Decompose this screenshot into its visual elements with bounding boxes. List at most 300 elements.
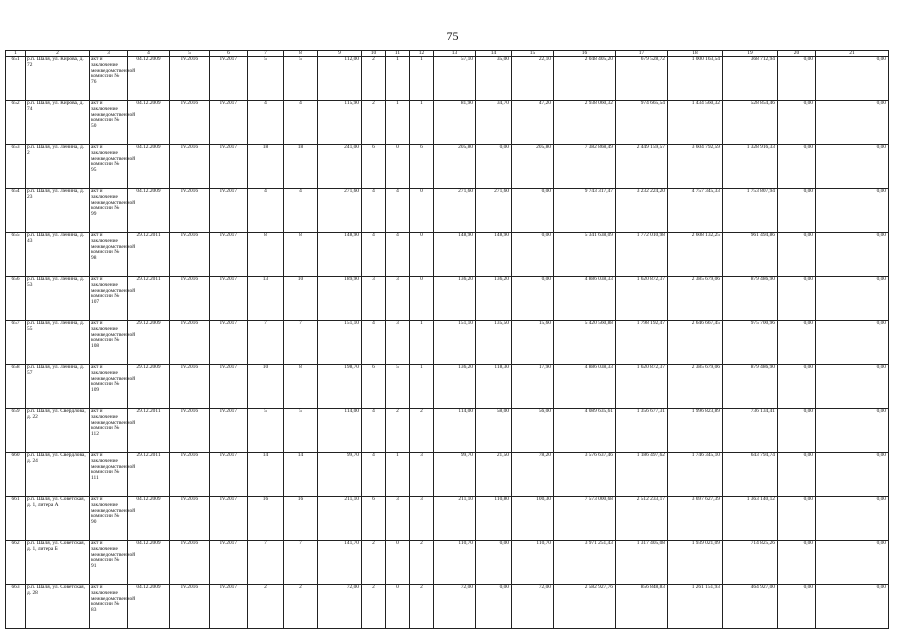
rooms-total-cell: 2 (362, 541, 386, 585)
column-number: 1 (6, 51, 26, 57)
column-number: 2 (26, 51, 90, 57)
relocation-area-private-cell: 136,20 (476, 277, 512, 321)
address-cell: р.п. Шаля, ул. Советская, д. 1, литера Б (26, 541, 90, 585)
cost-extra-cell: 0,00 (778, 189, 816, 233)
plan-start-cell: IV.2016 (170, 497, 210, 541)
row-number: 656 (6, 277, 26, 321)
document-date-cell: 04.12.2009 (128, 541, 170, 585)
plan-end-cell: IV.2017 (210, 541, 248, 585)
relocated-count-cell: 4 (284, 101, 318, 145)
cost-local-cell: 714 825,26 (723, 541, 778, 585)
cost-extra-cell: 0,00 (778, 321, 816, 365)
relocation-area-municipal-cell: 205,80 (512, 145, 554, 189)
cost-extra-cell: 0,00 (778, 101, 816, 145)
relocated-count-cell: 5 (284, 57, 318, 101)
cost-other-cell: 0,00 (816, 189, 889, 233)
column-number: 4 (128, 51, 170, 57)
cost-total-cell: 7 382 868,49 (554, 145, 616, 189)
cost-fund-cell: 1 798 192,47 (616, 321, 668, 365)
plan-end-cell: IV.2017 (210, 585, 248, 629)
rooms-total-cell: 6 (362, 365, 386, 409)
cost-fund-cell: 2 512 233,17 (616, 497, 668, 541)
rooms-private-cell: 0 (386, 541, 410, 585)
column-number: 16 (554, 51, 616, 57)
cost-local-cell: 1 328 916,33 (723, 145, 778, 189)
rooms-municipal-cell: 1 (410, 321, 434, 365)
relocation-area-private-cell: 271,60 (476, 189, 512, 233)
cost-regional-cell: 4 757 345,33 (668, 189, 723, 233)
column-number: 14 (476, 51, 512, 57)
cost-other-cell: 0,00 (816, 101, 889, 145)
residents-count-cell: 2 (248, 585, 284, 629)
rooms-municipal-cell: 6 (410, 145, 434, 189)
row-number: 662 (6, 541, 26, 585)
column-number: 15 (512, 51, 554, 57)
row-number: 653 (6, 145, 26, 189)
area-cell: 148,90 (318, 233, 362, 277)
relocation-area-municipal-cell: 56,00 (512, 409, 554, 453)
column-number: 21 (816, 51, 889, 57)
cost-other-cell: 0,00 (816, 541, 889, 585)
relocation-area-total-cell: 110,70 (434, 541, 476, 585)
cost-local-cell: 879 486,90 (723, 365, 778, 409)
relocated-count-cell: 4 (284, 189, 318, 233)
cost-local-cell: 528 854,46 (723, 101, 778, 145)
row-number: 652 (6, 101, 26, 145)
residents-count-cell: 7 (248, 321, 284, 365)
column-number: 18 (668, 51, 723, 57)
plan-start-cell: IV.2016 (170, 101, 210, 145)
table-row (6, 189, 889, 233)
rooms-private-cell: 4 (386, 189, 410, 233)
cost-local-cell: 368 712,94 (723, 57, 778, 101)
column-number: 20 (778, 51, 816, 57)
plan-end-cell: IV.2017 (210, 497, 248, 541)
cost-fund-cell: 1 772 010,98 (616, 233, 668, 277)
relocation-area-total-cell: 205,80 (434, 145, 476, 189)
cost-other-cell: 0,00 (816, 365, 889, 409)
cost-extra-cell: 0,00 (778, 57, 816, 101)
relocation-area-total-cell: 151,10 (434, 321, 476, 365)
rooms-municipal-cell: 0 (410, 189, 434, 233)
table-row (6, 321, 889, 365)
document-cell: акт и заключение межведомственной комиссии № 83 (90, 585, 128, 629)
cost-extra-cell: 0,00 (778, 585, 816, 629)
plan-start-cell: IV.2016 (170, 145, 210, 189)
area-cell: 112,00 (318, 57, 362, 101)
cost-local-cell: 736 134,41 (723, 409, 778, 453)
relocation-area-municipal-cell: 0,00 (512, 233, 554, 277)
plan-start-cell: IV.2016 (170, 585, 210, 629)
relocation-area-municipal-cell: 0,00 (512, 189, 554, 233)
cost-extra-cell: 0,00 (778, 453, 816, 497)
rooms-total-cell: 4 (362, 233, 386, 277)
cost-total-cell: 7 573 000,68 (554, 497, 616, 541)
residents-count-cell: 4 (248, 101, 284, 145)
cost-regional-cell: 1 939 021,09 (668, 541, 723, 585)
rooms-private-cell: 1 (386, 101, 410, 145)
table-row (6, 453, 889, 497)
address-cell: р.п. Шаля, ул. Ленина, д. 53 (26, 277, 90, 321)
row-number: 658 (6, 365, 26, 409)
relocation-area-municipal-cell: 47,20 (512, 101, 554, 145)
relocation-area-private-cell: 0,00 (476, 541, 512, 585)
relocated-count-cell: 8 (284, 233, 318, 277)
cost-fund-cell: 856 848,83 (616, 585, 668, 629)
rooms-total-cell: 4 (362, 321, 386, 365)
row-number: 660 (6, 453, 26, 497)
residents-count-cell: 8 (248, 233, 284, 277)
relocation-area-private-cell: 110,80 (476, 497, 512, 541)
column-number: 13 (434, 51, 476, 57)
cost-fund-cell: 2 449 159,57 (616, 145, 668, 189)
cost-regional-cell: 2 385 679,06 (668, 365, 723, 409)
document-cell: акт и заключение межведомственной комиссии № 108 (90, 321, 128, 365)
plan-end-cell: IV.2017 (210, 321, 248, 365)
relocation-area-total-cell: 136,20 (434, 365, 476, 409)
cost-fund-cell: 974 665,54 (616, 101, 668, 145)
relocated-count-cell: 14 (284, 453, 318, 497)
rooms-private-cell: 1 (386, 453, 410, 497)
cost-regional-cell: 2 608 132,25 (668, 233, 723, 277)
rooms-municipal-cell: 3 (410, 453, 434, 497)
relocation-area-total-cell: 211,10 (434, 497, 476, 541)
document-date-cell: 29.12.2011 (128, 409, 170, 453)
table-row (6, 57, 889, 101)
relocated-count-cell: 18 (284, 145, 318, 189)
document-date-cell: 04.12.2009 (128, 585, 170, 629)
residents-count-cell: 4 (248, 189, 284, 233)
relocation-area-total-cell: 81,90 (434, 101, 476, 145)
document-cell: акт и заключение межведомственной комиссии № 91 (90, 541, 128, 585)
cost-other-cell: 0,00 (816, 585, 889, 629)
row-number: 659 (6, 409, 26, 453)
document-cell: акт и заключение межведомственной комиссии № 95 (90, 145, 128, 189)
relocation-area-private-cell: 34,70 (476, 101, 512, 145)
relocation-area-total-cell: 57,10 (434, 57, 476, 101)
column-number: 6 (210, 51, 248, 57)
cost-total-cell: 3 576 637,46 (554, 453, 616, 497)
relocated-count-cell: 7 (284, 541, 318, 585)
cost-other-cell: 0,00 (816, 145, 889, 189)
residents-count-cell: 5 (248, 57, 284, 101)
rooms-total-cell: 4 (362, 409, 386, 453)
column-number: 17 (616, 51, 668, 57)
rooms-private-cell: 5 (386, 365, 410, 409)
rooms-municipal-cell: 2 (410, 585, 434, 629)
table-row (6, 145, 889, 189)
rooms-private-cell: 0 (386, 145, 410, 189)
rooms-private-cell: 3 (386, 277, 410, 321)
document-cell: акт и заключение межведомственной комиссии № 107 (90, 277, 128, 321)
relocation-area-total-cell: 148,90 (434, 233, 476, 277)
relocation-area-private-cell: 0,00 (476, 585, 512, 629)
document-date-cell: 04.12.2009 (128, 101, 170, 145)
cost-fund-cell: 1 186 497,62 (616, 453, 668, 497)
plan-end-cell: IV.2017 (210, 145, 248, 189)
plan-end-cell: IV.2017 (210, 57, 248, 101)
relocation-area-private-cell: 0,00 (476, 145, 512, 189)
relocation-area-private-cell: 35,00 (476, 57, 512, 101)
plan-end-cell: IV.2017 (210, 409, 248, 453)
address-cell: р.п. Шаля, ул. Советская, д. 28 (26, 585, 90, 629)
relocated-count-cell: 8 (284, 365, 318, 409)
residents-count-cell: 16 (248, 497, 284, 541)
document-date-cell: 29.12.2009 (128, 365, 170, 409)
address-cell: р.п. Шаля, ул. Свердлова, д. 22 (26, 409, 90, 453)
cost-other-cell: 0,00 (816, 409, 889, 453)
rooms-total-cell: 2 (362, 585, 386, 629)
plan-end-cell: IV.2017 (210, 365, 248, 409)
cost-local-cell: 975 700,96 (723, 321, 778, 365)
relocated-count-cell: 16 (284, 497, 318, 541)
area-cell: 189,90 (318, 277, 362, 321)
document-date-cell: 29.12.2011 (128, 277, 170, 321)
relocated-count-cell: 5 (284, 409, 318, 453)
area-cell: 151,10 (318, 321, 362, 365)
rooms-total-cell: 4 (362, 453, 386, 497)
document-date-cell: 04.12.2009 (128, 497, 170, 541)
column-number: 10 (362, 51, 386, 57)
rooms-municipal-cell: 1 (410, 101, 434, 145)
plan-end-cell: IV.2017 (210, 233, 248, 277)
cost-total-cell: 3 971 251,43 (554, 541, 616, 585)
cost-local-cell: 961 494,86 (723, 233, 778, 277)
area-cell: 115,90 (318, 101, 362, 145)
cost-extra-cell: 0,00 (778, 541, 816, 585)
document-date-cell: 29.12.2009 (128, 321, 170, 365)
area-cell: 241,00 (318, 145, 362, 189)
cost-extra-cell: 0,00 (778, 409, 816, 453)
row-number: 663 (6, 585, 26, 629)
rooms-municipal-cell: 2 (410, 409, 434, 453)
column-number: 12 (410, 51, 434, 57)
plan-start-cell: IV.2016 (170, 409, 210, 453)
document-date-cell: 29.12.2011 (128, 453, 170, 497)
plan-end-cell: IV.2017 (210, 101, 248, 145)
document-cell: акт и заключение межведомственной комиссии № 99 (90, 189, 128, 233)
row-number: 651 (6, 57, 26, 101)
column-number: 5 (170, 51, 210, 57)
area-cell: 114,00 (318, 409, 362, 453)
register-table (5, 50, 889, 629)
area-cell: 99,70 (318, 453, 362, 497)
relocation-area-private-cell: 148,90 (476, 233, 512, 277)
relocation-area-municipal-cell: 100,30 (512, 497, 554, 541)
cost-extra-cell: 0,00 (778, 233, 816, 277)
document-cell: акт и заключение межведомственной комиссии № 111 (90, 453, 128, 497)
cost-local-cell: 464 927,00 (723, 585, 778, 629)
residents-count-cell: 5 (248, 409, 284, 453)
rooms-total-cell: 6 (362, 497, 386, 541)
document-date-cell: 04.12.2009 (128, 57, 170, 101)
relocation-area-municipal-cell: 72,00 (512, 585, 554, 629)
relocation-area-municipal-cell: 110,70 (512, 541, 554, 585)
relocated-count-cell: 10 (284, 277, 318, 321)
residents-count-cell: 10 (248, 365, 284, 409)
rooms-private-cell: 1 (386, 57, 410, 101)
column-number: 3 (90, 51, 128, 57)
table-row (6, 277, 889, 321)
rooms-total-cell: 2 (362, 57, 386, 101)
rooms-total-cell: 6 (362, 145, 386, 189)
document-date-cell: 04.12.2009 (128, 145, 170, 189)
cost-other-cell: 0,00 (816, 233, 889, 277)
cost-extra-cell: 0,00 (778, 277, 816, 321)
rooms-municipal-cell: 1 (410, 57, 434, 101)
relocation-area-private-cell: 58,00 (476, 409, 512, 453)
plan-start-cell: IV.2016 (170, 321, 210, 365)
relocation-area-total-cell: 72,00 (434, 585, 476, 629)
cost-total-cell: 4 886 038,33 (554, 365, 616, 409)
relocation-area-total-cell: 99,70 (434, 453, 476, 497)
rooms-municipal-cell: 1 (410, 365, 434, 409)
table-row (6, 101, 889, 145)
address-cell: р.п. Шаля, ул. Советская, д. 1, литера А (26, 497, 90, 541)
relocation-area-private-cell: 118,30 (476, 365, 512, 409)
cost-local-cell: 1 363 140,12 (723, 497, 778, 541)
residents-count-cell: 14 (248, 453, 284, 497)
address-cell: р.п. Шаля, ул. Свердлова, д. 24 (26, 453, 90, 497)
cost-regional-cell: 3 697 627,39 (668, 497, 723, 541)
cost-total-cell: 5 341 638,09 (554, 233, 616, 277)
table-row (6, 365, 889, 409)
rooms-private-cell: 2 (386, 409, 410, 453)
address-cell: р.п. Шаля, ул. Ленина, д. 43 (26, 233, 90, 277)
rooms-municipal-cell: 2 (410, 541, 434, 585)
relocated-count-cell: 7 (284, 321, 318, 365)
column-number: 8 (284, 51, 318, 57)
relocation-area-municipal-cell: 0,00 (512, 277, 554, 321)
table-row (6, 541, 889, 585)
rooms-total-cell: 4 (362, 189, 386, 233)
relocation-area-total-cell: 271,60 (434, 189, 476, 233)
cost-fund-cell: 3 232 224,20 (616, 189, 668, 233)
address-cell: р.п. Шаля, ул. Кирова, д. 74 (26, 101, 90, 145)
table-row (6, 409, 889, 453)
plan-start-cell: IV.2016 (170, 233, 210, 277)
relocated-count-cell: 2 (284, 585, 318, 629)
cost-total-cell: 2 048 405,20 (554, 57, 616, 101)
row-number: 661 (6, 497, 26, 541)
relocation-area-municipal-cell: 15,60 (512, 321, 554, 365)
plan-end-cell: IV.2017 (210, 277, 248, 321)
cost-fund-cell: 1 317 405,08 (616, 541, 668, 585)
plan-start-cell: IV.2016 (170, 277, 210, 321)
column-number: 19 (723, 51, 778, 57)
cost-total-cell: 4 886 038,33 (554, 277, 616, 321)
plan-start-cell: IV.2016 (170, 189, 210, 233)
document-cell: акт и заключение межведомственной комиссии № 112 (90, 409, 128, 453)
residents-count-cell: 7 (248, 541, 284, 585)
cost-total-cell: 2 938 060,32 (554, 101, 616, 145)
column-number: 9 (318, 51, 362, 57)
address-cell: р.п. Шаля, ул. Ленина, д. 23 (26, 189, 90, 233)
cost-regional-cell: 2 646 667,45 (668, 321, 723, 365)
relocation-area-private-cell: 135,50 (476, 321, 512, 365)
cost-extra-cell: 0,00 (778, 497, 816, 541)
document-date-cell: 04.12.2009 (128, 189, 170, 233)
residents-count-cell: 18 (248, 145, 284, 189)
area-cell: 72,00 (318, 585, 362, 629)
cost-local-cell: 879 486,90 (723, 277, 778, 321)
cost-other-cell: 0,00 (816, 277, 889, 321)
cost-fund-cell: 1 356 677,31 (616, 409, 668, 453)
rooms-private-cell: 0 (386, 585, 410, 629)
rooms-municipal-cell: 3 (410, 497, 434, 541)
cost-regional-cell: 3 604 792,59 (668, 145, 723, 189)
cost-local-cell: 1 753 807,94 (723, 189, 778, 233)
rooms-private-cell: 3 (386, 497, 410, 541)
cost-fund-cell: 1 620 872,37 (616, 277, 668, 321)
table-row (6, 233, 889, 277)
cost-extra-cell: 0,00 (778, 365, 816, 409)
rooms-private-cell: 3 (386, 321, 410, 365)
cost-fund-cell: 679 528,72 (616, 57, 668, 101)
area-cell: 198,70 (318, 365, 362, 409)
address-cell: р.п. Шаля, ул. Ленина, д. 55 (26, 321, 90, 365)
relocation-area-municipal-cell: 17,90 (512, 365, 554, 409)
relocation-area-total-cell: 114,00 (434, 409, 476, 453)
cost-fund-cell: 1 620 872,37 (616, 365, 668, 409)
plan-end-cell: IV.2017 (210, 189, 248, 233)
page-number: 75 (446, 29, 459, 43)
rooms-total-cell: 3 (362, 277, 386, 321)
cost-other-cell: 0,00 (816, 497, 889, 541)
cost-regional-cell: 1 746 345,10 (668, 453, 723, 497)
cost-other-cell: 0,00 (816, 453, 889, 497)
row-number: 655 (6, 233, 26, 277)
cost-total-cell: 5 420 560,88 (554, 321, 616, 365)
document-cell: акт и заключение межведомственной комиссии № 50 (90, 101, 128, 145)
document-cell: акт и заключение межведомственной комиссии № 98 (90, 233, 128, 277)
column-number: 11 (386, 51, 410, 57)
cost-total-cell: 4 089 635,61 (554, 409, 616, 453)
cost-regional-cell: 1 996 823,89 (668, 409, 723, 453)
cost-regional-cell: 1 261 151,93 (668, 585, 723, 629)
cost-total-cell: 2 582 927,76 (554, 585, 616, 629)
plan-start-cell: IV.2016 (170, 365, 210, 409)
cost-total-cell: 9 743 317,47 (554, 189, 616, 233)
plan-end-cell: IV.2017 (210, 453, 248, 497)
row-number: 654 (6, 189, 26, 233)
document-cell: акт и заключение межведомственной комиссии № 90 (90, 497, 128, 541)
residents-count-cell: 13 (248, 277, 284, 321)
cost-other-cell: 0,00 (816, 57, 889, 101)
address-cell: р.п. Шаля, ул. Ленина, д. 57 (26, 365, 90, 409)
relocation-area-municipal-cell: 78,20 (512, 453, 554, 497)
column-number: 7 (248, 51, 284, 57)
area-cell: 271,60 (318, 189, 362, 233)
document-date-cell: 29.12.2011 (128, 233, 170, 277)
rooms-municipal-cell: 0 (410, 233, 434, 277)
document-cell: акт и заключение межведомственной комиссии № 109 (90, 365, 128, 409)
plan-start-cell: IV.2016 (170, 453, 210, 497)
cost-local-cell: 643 794,74 (723, 453, 778, 497)
rooms-total-cell: 2 (362, 101, 386, 145)
rooms-private-cell: 4 (386, 233, 410, 277)
relocation-area-municipal-cell: 22,10 (512, 57, 554, 101)
relocation-area-total-cell: 136,20 (434, 277, 476, 321)
plan-start-cell: IV.2016 (170, 57, 210, 101)
cost-other-cell: 0,00 (816, 321, 889, 365)
rooms-municipal-cell: 0 (410, 277, 434, 321)
plan-start-cell: IV.2016 (170, 541, 210, 585)
cost-regional-cell: 1 000 163,54 (668, 57, 723, 101)
area-cell: 211,10 (318, 497, 362, 541)
cost-regional-cell: 1 434 560,32 (668, 101, 723, 145)
area-cell: 141,70 (318, 541, 362, 585)
